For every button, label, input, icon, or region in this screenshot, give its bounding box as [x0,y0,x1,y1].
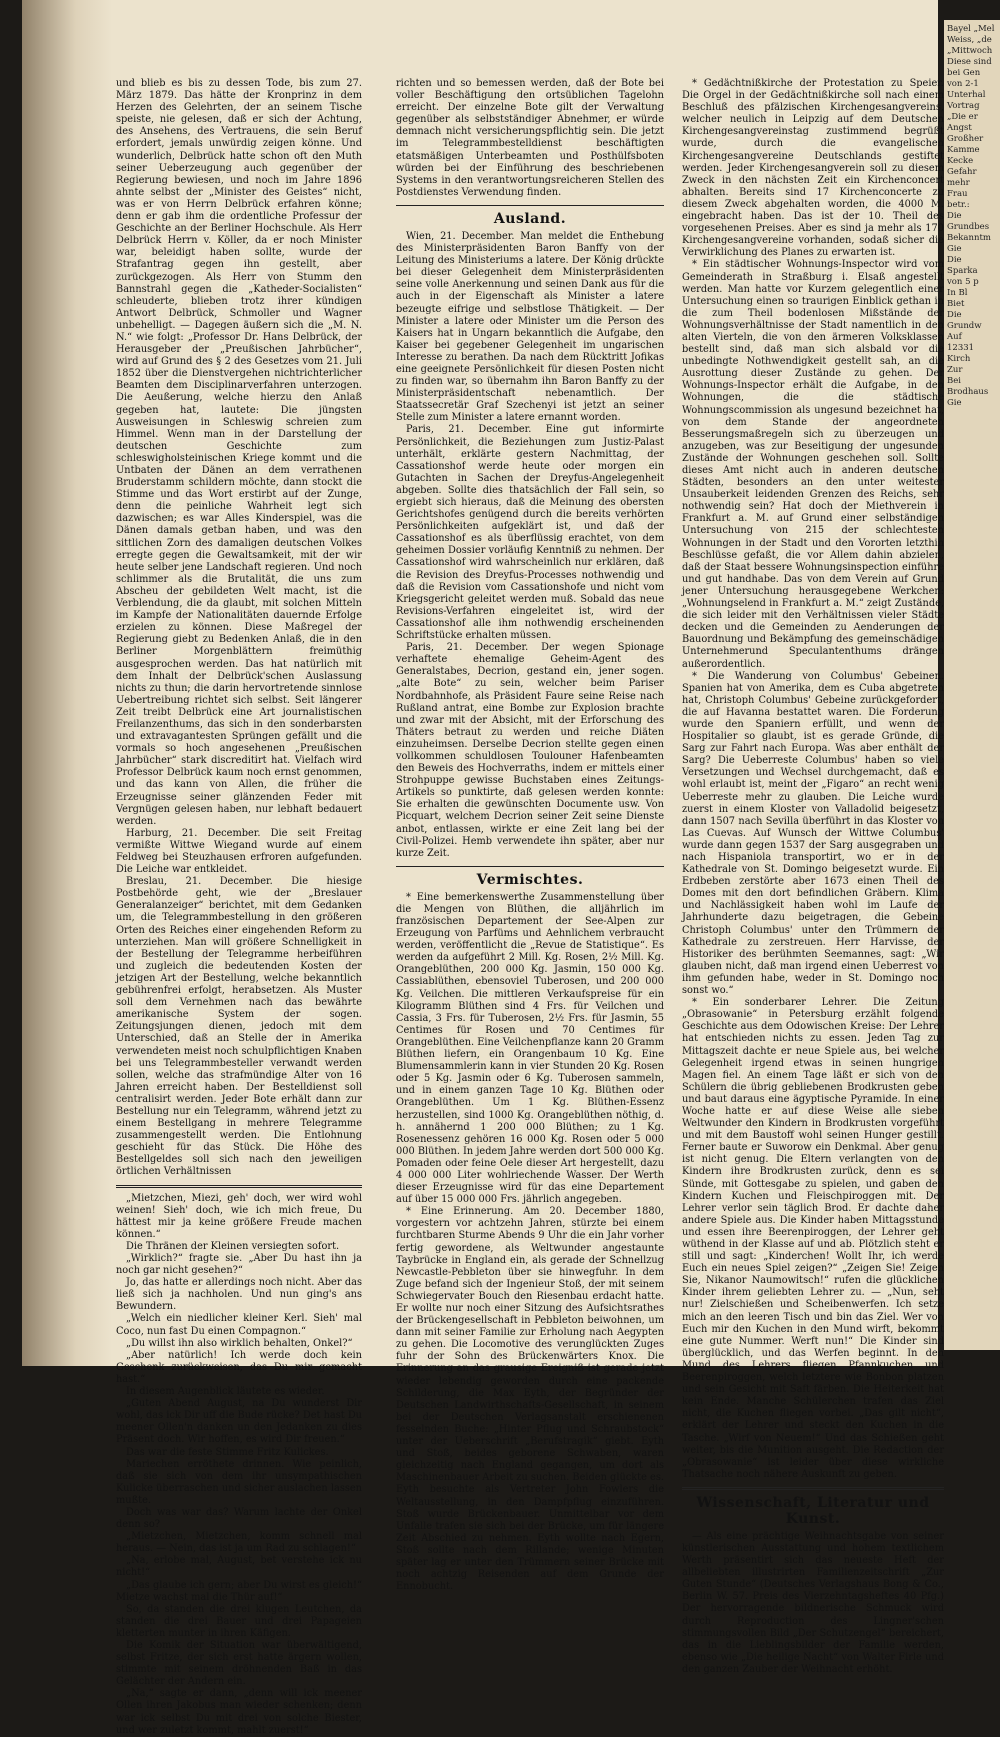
column-1 [116,78,362,1737]
story-paragraph: „Na, erlobe mal, August, bet verstehe ick nu nicht!“ [116,1555,362,1579]
story-paragraph: „Na,“ sagte er dann, „denn will ick meener Ollen ihren Jakobus man wieder schenken; denn war ick selbst Du mit drei von solche Biester, und wer zuletzt kommt, mahlt zuerst!“ [116,1688,362,1736]
article-columbus: * Die Wanderung von Columbus' Gebeinen. Spanien hat von Amerika, dem es Cuba abgetreten hat, Christoph Columbus' Gebeine zurückgefordert, die auf Havanna bestattet waren. Die Forderung wurde den Spaniern erfüllt, und wenn der Hospitalier so glaubt, ist es gerade Gründe, die Sarg zur Fahrt nach Europa. Was aber enthält der Sarg? Die Ueberreste Columbus' haben so viele Versetzungen und Wechsel durchgemacht, daß es wohl erlaubt ist, meint der „Figaro“ an recht wenig Ueberreste mehr zu glauben. Die Leiche wurde zuerst in einem Kloster von Valladolid beigesetzt, dann 1507 nach Sevilla überführt in das Kloster von Las Cuevas. Auf Wunsch der Wittwe Columbus' wurde dann gegen 1537 der Sarg ausgegraben und nach Hispaniola transportirt, wo er in der Kathedrale von St. Domingo beigesetzt wurde. Ein Erdbeben zerstörte aber 1673 einen Theil des Domes mit den dort befindlichen Gräbern. Klima und Nachlässigkeit haben wohl im Laufe der Jahrhunderte dazu beigetragen, die Gebeine Christoph Columbus' unter den Trümmern der Kathedrale zu zerstreuen. Herr Harvisse, der Historiker des berühmten Seemannes, sagt: „Wir glauben nicht, daß man irgend einen Ueberrest von ihm gefunden habe, weder in St. Domingo noch sonst wo.“ [682,670,944,997]
article-speier: * Gedächtnißkirche der Protestation zu Speier. Die Orgel in der Gedächtnißkirche soll nach einem Beschluß des pfälzischen Kirchengesangvereins, welcher neulich in Leipzig auf dem Deutschen Kirchengesangvereinstag zustimmend begrüßt wurde, durch die evangelischen Kirchengesangvereine Deutschlands gestiftet werden. Jeder Kirchengesangverein soll zu diesem Zweck in den nächsten Zeit ein Kirchenconcert abhalten. Bereits sind 17 Kirchenconcerte zu diesem Zweck abgehalten worden, die 4000 M. eingebracht haben. Das ist der 10. Theil des vorgesehenen Preises. Aber es sind ja mehr als 170 Kirchengesangvereine vorhanden, sodaß sicher die Verwirklichung des Planes zu erwarten ist. [682,78,944,259]
story-paragraph: Jo, das hatte er allerdings noch nicht. Aber das ließ sich ja nachholen. Und nun ging's ans Bewundern. [116,1277,362,1313]
article-taybruecke: * Eine Erinnerung. Am 20. December 1880, vorgestern vor achtzehn Jahren, stürzte bei einem furchtbaren Sturme Abends 9 Uhr die ein Jahr vorher fertig gewordene, als Weltwunder angestaunte Taybrücke in England ein, als gerade der Schnellzug Newcastle-Pebbleton über sie hinwegfuhr. In dem Zuge befand sich der Ingenieur Stoß, der mit seinem Schwiegervater Bouch den Riesenbau erdacht hatte. Er wollte nur noch einer Sitzung des Aufsichtsrathes der Brückengesellschaft in Pebbleton beiwohnen, um dann mit seiner Familie zur Erholung nach Aegypten zu gehen. Die Locomotive des verunglückten Zuges fuhr der Sohn des Brückenwärters Knox. Die Erinnerung an das grausige Ereigniß ist gerade jetzt wieder lebendig geworden durch eine packende Schilderung, die Max Eyth, der Begründer der Deutschen Landwirthschafts-Gesellschaft, in seinem bei der Deutschen Verlagsanstalt erschienenen fesselnden Buche: „Hinter Pflug und Schraubstock“ unter der Ueberschrift „Berufstragik“ giebt. Eyth und Stoß, beides geborene Schwaben, waren gleichzeitig nach England gegangen, um dort als Maschinenbauer Arbeit zu suchen. Beiden glückte es. Eyth besuchte als Vertreter John Fowlers die Weltausstellung, in den Dampfpflug einzuführen. Stoß wurde Brückenbauer. Unmittelbar vor dem Unfalle trafen sie sich bei der Brücke, um für längere Zeit Abschied zu nehmen. Eyth wollte nach Egern, Stoß sollte nach dem Rillande; wenige Minuten später lag er unter den Trümmern seiner Brücke mit noch achtzig Reisenden auf dem Grunde der Ennobucht. [396,1206,664,1593]
article-telegram-continued: richten und so bemessen werden, daß der Bote bei voller Beschäftigung den ortsüblichen Tagelohn erreicht. Der einzelne Bote gilt der Verwaltung gegenüber als selbstständiger Abnehmer, er würde demnach nicht versicherungspflichtig sein. Die jetzt im Telegrammbestelldienst beschäftigten etatsmäßigen Unterbeamten und Posthülfsboten würden bei der Einführung des beschriebenen Systems in den verantwortungsreicheren Stellen des Postdienstes Verwendung finden. [396,78,664,198]
article-wien: Wien, 21. December. Man meldet die Enthebung des Ministerpräsidenten Baron Banffy von der Leitung des Ministeriums a latere. Der König drückte bei dieser Gelegenheit dem Ministerpräsidenten seine volle Anerkennung und seinen Dank aus für die auch in der Eigenschaft als Minister a latere bezeugte eifrige und selbstlose Thätigkeit. — Der Minister a latere oder Minister um die Person des Kaisers hat in Ungarn bekanntlich die Aufgabe, den Kaiser bei gegebener Gelegenheit im ungarischen Interesse zu berathen. Da nach dem Rücktritt Jofikas eine geeignete Persönlichkeit für diesen Posten nicht zu finden war, so übernahm ihn Baron Banffy zu der Ministerpräsidentschaft nebenamtlich. Der Staatssecretär Graf Szechenyi ist jetzt an seiner Stelle zum Minister a latere ernannt worden. [396,230,664,424]
story-paragraph: Die Komik der Situation war überwältigend, selbst Fritze, der sich erst hatte ärgern wollen, stimmte mit seinem dröhnenden Baß in das Gelächter der Andern ein. [116,1640,362,1688]
book-binding-shadow [22,0,112,1366]
article-harburg: Harburg, 21. December. Die seit Freitag vermißte Wittwe Wiegand wurde auf einem Feldweg bei Steuzhausen erfroren aufgefunden. Die Leiche war entkleidet. [116,827,362,876]
story-paragraph: So, da standen die drei klugen Leutchen, da standen die drei Bauer und drei Papageien kletterten munter in ihren Käfigen. [116,1603,362,1639]
column-2 [396,78,664,1593]
story-paragraph: „Wirklich?“ fragte sie. „Aber Du hast ihn ja noch gar nicht gesehen?“ [116,1253,362,1277]
article-paris-dreyfus: Paris, 21. December. Eine gut informirte Persönlichkeit, die Beziehungen zum Justiz-Palast unterhält, erklärte gestern Nachmittag, der Cassationshof werde heute oder morgen ein Gutachten in Sachen der Dreyfus-Angelegenheit abgeben. Sollte dies thatsächlich der Fall sein, so ergiebt sich hieraus, daß die Meinung des obersten Gerichtshofes genügend durch die bereits verhörten Persönlichkeiten aufgeklärt ist, und daß der Cassationshof es als überflüssig erachtet, von dem geheimen Dossier vorläufig Kenntniß zu nehmen. Der Cassationshof wird wahrscheinlich nur erklären, daß die Revision des Dreyfus-Processes nothwendig und daß die Revision vom Cassationshofe und nicht vom Kriegsgericht geleitet werden muß. Sobald das neue Revisions-Verfahren eingeleitet ist, wird der Cassationshof alle ihm nothwendig erscheinenden Schriftstücke erhalten müssen. [396,424,664,642]
story-paragraph: „Das glaube ich gern; aber Du wirst es gleich!“ Mietze wachst mal die Thür auf!“ [116,1579,362,1603]
story-paragraph: „Aber natürlich! Ich werde doch kein Geschenk zurückweisen, das Du mir gemacht hast.“ [116,1349,362,1385]
article-paris-spionage: Paris, 21. December. Der wegen Spionage verhaftete ehemalige Geheim-Agent des Generalstabes, Decrion, gestand ein, jener sogen. „alte Bote“ zu sein, welcher beim Pariser Nordbahnhofe, als Präsident Faure seine Reise nach Rußland antrat, eine Bombe zur Explosion brachte und zwar mit der Absicht, mit der Erforschung des Thäters betraut zu werden und reiche Diäten einzuheimsen. Derselbe Decrion stellte gegen einen vollkommen schuldlosen Toulouner Hafenbeamten den Beweis des Hochverraths, indem er mittels einer Strohpuppe gewisse Buchstaben eines Zeitungs-Artikels so punktirte, daß gelesen werden konnte: Sie erhalten die gewünschten Documente usw. Von Picquart, welchem Decrion seiner Zeit seine Dienste anbot, entlassen, wirkte er eine Zeit lang bei der Civil-Polizei. Hemb verwendete ihn später, aber nur kurze Zeit. [396,642,664,859]
section-title-vermischtes: Vermischtes. [476,871,584,888]
article-blueten: * Eine bemerkenswerthe Zusammenstellung über die Mengen von Blüthen, die alljährlich im französischen Departement der See-Alpen zur Erzeugung von Parfüms und Aehnlichem verbraucht werden, veröffentlicht die „Revue de Statistique“. Es werden da aufgeführt 2 Mill. Kg. Rosen, 2½ Mill. Kg. Orangeblüthen, 200 000 Kg. Jasmin, 150 000 Kg. Cassiablüthen, ebensoviel Tuberosen, und 200 000 Kg. Veilchen. Die mittleren Verkaufspreise für ein Kilogramm Blüthen sind 4 Frs. für Veilchen und Cassia, 3 Frs. für Tuberosen, 2½ Frs. für Jasmin, 55 Centimes für Rosen und 70 Centimes für Orangeblüthen. Eine Veilchenpflanze kann 20 Gramm Blüthen liefern, ein Orangenbaum 10 Kg. Eine Blumensammlerin kann in vier Stunden 20 Kg. Rosen oder 5 Kg. Jasmin oder 6 Kg. Tuberosen sammeln, und in einem ganzen Tage 10 Kg. Blüthen oder Orangeblüthen. Um 1 Kg. Blüthen-Essenz herzustellen, sind 1000 Kg. Orangeblüthen nöthig, d. h. annähernd 1 200 000 Blüthen; zu 1 Kg. Rosenessenz gehören 16 000 Kg. Rosen oder 5 000 000 Blüthen. In jedem Jahre werden dort 500 000 Kg. Pomaden oder feine Oele dieser Art hergestellt, dazu 4 000 000 Liter wohlriechende Wasser. Der Werth dieser Erzeugnisse wird für das eine Departement auf über 15 000 000 Frs. jährlich angegeben. [396,891,664,1206]
story-paragraph: „Du willst ihn also wirklich behalten, Onkel?“ [126,1337,353,1349]
article-strassburg: * Ein städtischer Wohnungs-Inspector wird vom Gemeinderath in Straßburg i. Elsaß angestellt werden. Man hatte vor Kurzem gelegentlich einer Untersuchung einen so traurigen Einblick gethan in die zum Theil bodenlosen Mißstände der Wohnungsverhältnisse der Stadt namentlich in den alten Vierteln, die von den ärmeren Volksklassen bestellt sind, daß man sich alsbald vor die unbedingte Nothwendigkeit gestellt sah, an die Ausrottung dieser Zustände zu gehen. Der Wohnungs-Inspector erhält die Aufgabe, in den Wohnungen, die die städtische Wohnungscommission als ungesund bezeichnet hat, von dem Stande der angeordneten Besserungsmaßregeln sich zu überzeugen und anzugeben, was zur Beseitigung der ungesunden Zustände der Wohnungen geschehen soll. Sollte dieses Amt nicht auch in anderen deutschen Städten, besonders an den unter weitester Unsauberkeit leidenden Grenzen des Reichs, sehr nothwendig sein? Hat doch der Miethverein in Frankfurt a. M. auf Grund einer selbständigen Untersuchung von 215 der schlechtesten Wohnungen in der Stadt und den Vororten letzthin Beschlüsse gefaßt, die vor Allem dahin abzielen, daß der Staat bessere Wohnungsinspection einführe und gut handhabe. Das von dem Verein auf Grund jener Untersuchung herausgegebene Werkchen: „Wohnungselend in Frankfurt a. M.“ zeigt Zustände, die sich leider mit den Verhältnissen vieler Städte decken und die Gemeinden zu Aenderungen der Bauordnung und Bekämpfung des gemeinschädigen Unternehmerund Speculantenthums drängen außerordentlich. [682,259,944,670]
article-breslau: Breslau, 21. December. Die hiesige Postbehörde geht, wie der „Breslauer Generalanzeiger“ berichtet, mit dem Gedanken um, die Telegrammbestellung in den größeren Orten des Reiches einer eingehenden Reform zu unterziehen. Man will größere Schnelligkeit in der Bestellung der Telegramme herbeiführen und zugleich die bedeutenden Kosten der jetzigen Art der Bestellung, welche bekanntlich gebührenfrei erfolgt, herabsetzen. Als Muster soll dem Vernehmen nach das bewährte amerikanische System der sogen. Zeitungsjungen dienen, jedoch mit dem Unterschied, daß an Stelle der in Amerika verwendeten meist noch schulpflichtigen Knaben bei uns Telegrammbesteller verwandt werden sollen, welche das strafmündige Alter von 16 Jahren erreicht haben. Der Bestelldienst soll centralisirt werden. Jeder Bote erhält dann zur Bestellung nur ein Telegramm, während jetzt zu einem Bestellgang in mehrere Telegramme zusammengestellt werden. Die Entlohnung geschieht für das Stück. Die Höhe des Bestellgeldes soll sich nach den jeweiligen örtlichen Verhältnissen [116,876,362,1178]
section-divider [396,205,664,206]
story-paragraph: „Mietzchen, Mietzchen, komm schnell mal heraus. — Nein, das ist ja um Rad zu schlagen!“ [116,1531,362,1555]
story-paragraph: „Welch ein niedlicher kleiner Kerl. Sieh' mal Coco, nun fast Du einen Compagnon.“ [116,1313,362,1337]
section-divider [682,1487,944,1490]
column-3 [682,78,944,1676]
story-paragraph: Doch was war das? Warum lachte der Onkel denn so? [116,1506,362,1531]
story-paragraph: Das war die feste Stimme Fritz Kulickes. [126,1446,329,1458]
article-delbrueck: und blieb es bis zu dessen Tode, bis zum 27. März 1879. Das hätte der Kronprinz in dem Herzen des Gelehrten, der an seinem Tische speiste, nie gelesen, daß er sich der Achtung, des Ansehens, des Vertrauens, die sein Beruf erfordert, jemals unwürdig zeigen könne. Und wunderlich, Delbrück hatte schon oft den Muth seiner Ueberzeugung auch gegenüber der Regierung bewiesen, und noch im Jahre 1896 ahnte selbst der „Minister des Geistes“ nicht, was er von Herrn Delbrück erfahren könne; denn er gab ihm die ordentliche Professur der Geschichte an der Berliner Hochschule. Als Herr Delbrück Herrn v. Köller, da er noch Minister war, beleidigt haben sollte, wurde der Strafantrag gegen ihn gestellt, aber zurückgezogen. Als Herr von Stumm den Bannstrahl gegen die „Katheder-Socialisten“ schleuderte, blieben trotz ihrer kündigen Antwort Delbrück, Schmoller und Wagner unbehelligt. — Dagegen äußern sich die „M. N. N.“ wie folgt: „Professor Dr. Hans Delbrück, der Herausgeber der „Preußischen Jahrbücher“, wird auf Grund des § 2 des Gesetzes vom 21. Juli 1852 über die Dienstvergehen nichtrichterlicher Beamten dem Disciplinarverfahren unterzogen. Die Aeußerung, welche hierzu den Anlaß gegeben hat, lautete: Die jüngsten Ausweisungen in Schleswig schreien zum Himmel. Wenn man in der Darstellung der deutschen Geschichte zum schleswigholsteinischen Kriege kommt und die Untbaten der Dänen an dem verrathenen Bruderstamm schildern möchte, dann stockt die Stimme und das Wort erstirbt auf der Zunge, denn die peinliche Wahrheit legt sich dazwischen; es war Alles Kinderspiel, was die Dänen damals getban haben, und was den sittlichen Zorn des damaligen deutschen Volkes erregte gegen die Gewaltsamkeit, mit der wir heute selber jene Landschaft regieren. Und noch schlimmer als die Brutalität, die uns zum Abscheu der gebildeten Welt macht, ist die Verblendung, die da glaubt, mit solchen Mitteln im Kampfe der Nationalitäten dauernde Erfolge erzielen zu können. Diese Maßregel der Regierung giebt zu Bedenken Anlaß, die in den Berliner Morgenblättern freimüthig ausgesprochen werden. Das hat natürlich mit dem Inhalt der Delbrück'schen Auslassung nichts zu thun; die darin hervortretende sinnlose Uebertreibung richtet sich selbst. Seit längerer Zeit treibt Delbrück eine Art journalistischen Freilanzenthums, das sich in den sonderbarsten und extravagantesten Sprüngen gefällt und die vormals so hoch angesehenen „Preußischen Jahrbücher“ stark discreditirt hat. Vielfach wird Professor Delbrück kaum noch ernst genommen, und das kann von Allen, die früher die Erzeugnisse seiner glänzenden Feder mit Vergnügen gelesen haben, nur lebhaft bedauert werden. [116,78,362,827]
feuilleton-story [116,1193,362,1737]
story-paragraph: In diesem Augenblick läutete es wieder. [126,1386,325,1398]
adjacent-page-text: Bayel „Mel Weiss, „de „Mittwoch Diese sind bei Gen von 2-1 Unterhal Vortrag „Die er Angst Großher Kamme Kecke Gefahr mehr Frau betr.: Die Grundbes Bekanntm Gie Die Sparka von 5 p In Bl Biet Die Grundw Auf 12331 Kirch Zur Bei Brodhaus Gie [947,24,995,408]
adjacent-page-edge [944,20,1000,1350]
story-paragraph: Die Thränen der Kleinen versiegten sofort. [126,1240,340,1252]
newspaper-page [22,0,944,1736]
article-lehrer: * Ein sonderbarer Lehrer. Die Zeitung „Obrasowanie“ in Petersburg erzählt folgende Geschichte aus dem Odowischen Kreise: Der Lehrer hat entschieden nichts zu essen. Jeden Tag zur Mittagszeit dachte er neue Spiele aus, bei welcher Gelegenheit irgend etwas in seinen hungrigen Magen fiel. An einem Tage läßt er sich von den Schülern die übrig gebliebenen Brodkrusten geben und baut daraus eine ägyptische Pyramide. In einer Woche hatte er auf diese Weise alle sieben Weltwunder den Kindern in Brodkrusten vorgeführt und mit dem Baustoff wohl seinen Hunger gestillt. Ferner baute er Suworow ein Denkmal. Aber genug ist nicht genug. Die Eltern verlangten von den Kindern ihre Brodkrusten zurück, denn es sei Sünde, mit Gottesgabe zu spielen, und gaben den Kindern Kuchen und Fleischpiroggen mit. Der Lehrer verlor sein täglich Brod. Er dachte daher andere Spiele aus. Die Kinder haben Mittagsstunde und essen ihre Beerenpiroggen, der Lehrer geht wüthend in der Klasse auf und ab. Plötzlich steht er still und sagt: „Kinderchen! Wollt Ihr, ich werde Euch ein neues Spiel zeigen?“ „Zeigen Sie! Zeigen Sie, Nikanor Naumowitsch!“ rufen die glücklichen Kinder ihrem geliebten Lehrer zu. — „Nun, seht nur! Zielschießen und Scheibenwerfen. Ich setze mich an den leeren Tisch und bin das Ziel. Wer von Euch mir den Kuchen in den Mund wirft, bekommt eine gute Nummer. Werft nun!“ Die Kinder sind überglücklich, und das Werfen beginnt. In den Mund des Lehrers fliegen Pfannkuchen und Beerenpiroggen, welch letztere wie Bonbon platzen und sein Gesicht mit Saft färben. Die Heiterkeit hat kein Ende. Manche Schülerchen trafen das Ziel nicht, die Kuchen fliegen vorbei. „Das gilt nicht“, erklärt der Lehrer und steckt den Kuchen in die Tasche. „Wirf von Neuem!“ Und das Schießen geht weiter, bis die Munition ausgeht. Die Redaction der „Obrasowanie“ ist leider über diese wirkliche Thatsache noch nähere Auskunft zu geben. [682,997,944,1480]
article-weihnachtsgabe: — Als eine prächtige Weihnachtsgabe von seiner künstlerischen Ausstattung und hohem textlichem Werth präsentirt sich das neueste Heft der allbeliebten illustrirten Familienzeitschrift „Zur Guten Stunde“ (Deutsches Verlagshaus Bong & Co., Berlin W. 57. Preis des Vierzehntagsheftes 40 Pfg.) Der hervorragende bildnerische Schmuck wird durch Reproduction des Lingner'schen stimmungsvollen Bild „Der Schutzengel“ bereichert, das in die Lieblingsbilder der Familie werden, ebenso wie „Die heilige Nacht“ von Walter Firle und den ganzen Zauber der Weihnacht erhöht. [682,1530,944,1675]
story-paragraph: „Guten Abend August, na Du wunderst Dir wohl, das ick Dir uff die Bude rücke? Det hast Du meener Ollen'n danken un den Jedanken zu dies Präsent doch. Wir hoffen, es wird Dir freuen.“ [116,1398,362,1446]
story-paragraph: Mariechen erröthete drinnen. Wie peinlich, daß sie sich von dem ihr unsympathischen Kulicke überraschen und sicher auslachen lassen mußte. [116,1458,362,1506]
section-divider [396,866,664,867]
section-title-ausland: Ausland. [493,210,567,227]
feuilleton-divider [116,1185,362,1188]
story-paragraph: „Mietzchen, Miezi, geh' doch, wer wird wohl weinen! Sieh' doch, wie ich mich freue, Du hättest mir ja keine größere Freude machen können.“ [116,1192,362,1240]
section-title-wissenschaft: Wissenschaft, Literatur und Kunst. [696,1494,930,1527]
